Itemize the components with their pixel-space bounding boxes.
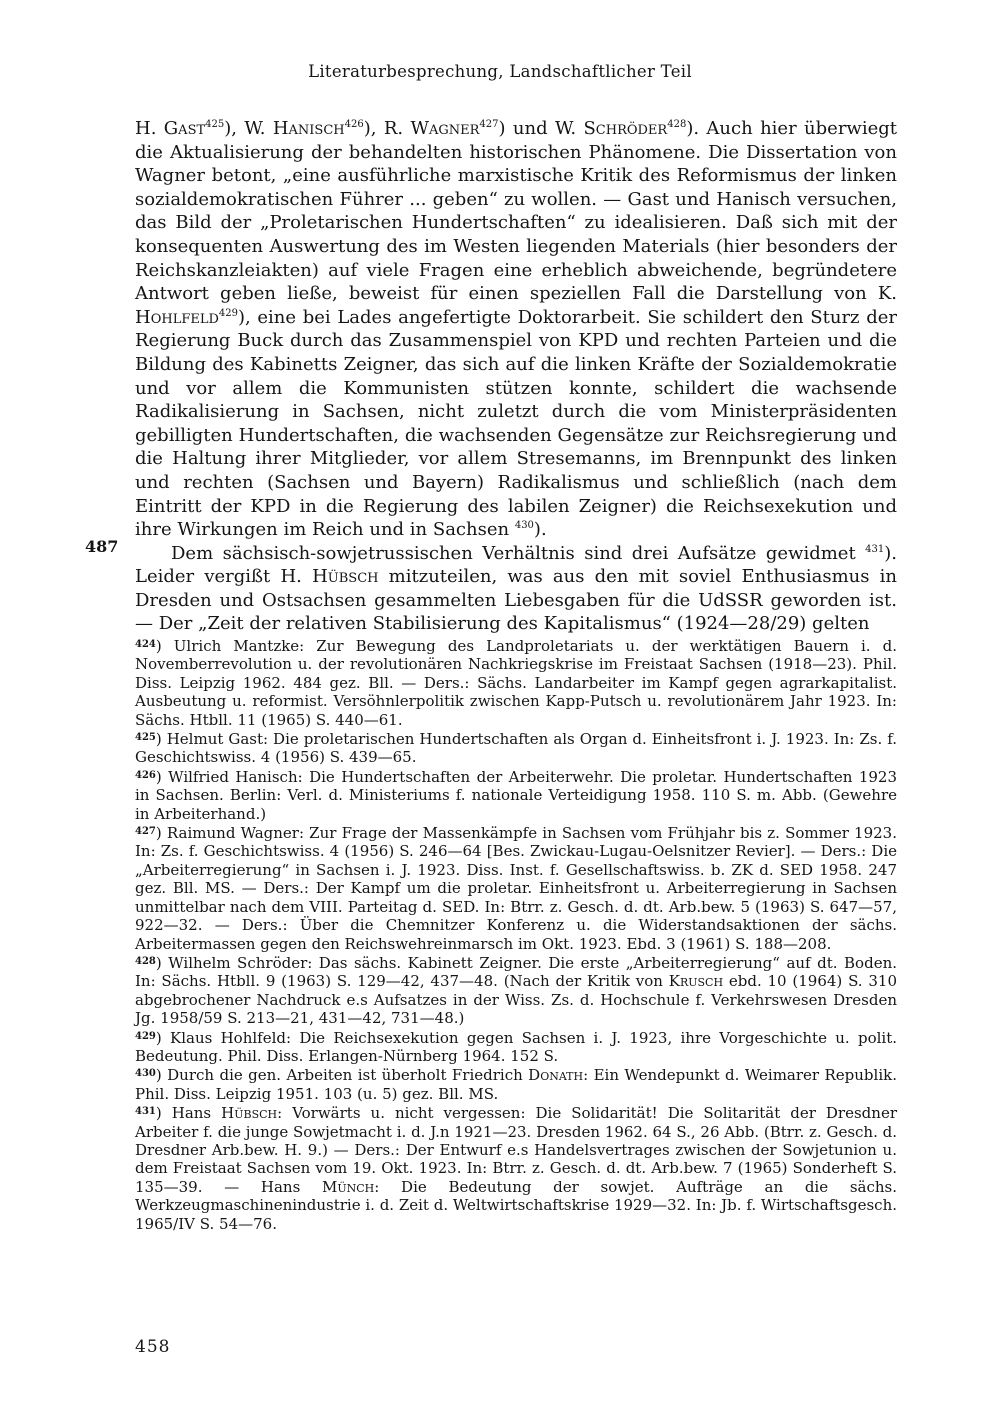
footnote-number: 424	[135, 639, 156, 650]
text-run: ). Leider vergißt H.	[135, 542, 897, 588]
text-run: H.	[135, 118, 164, 139]
author-name: Hübsch	[312, 566, 379, 588]
footnote-text: : Ein Wendepunkt d. Weimarer Republik. Phil. Diss. Leipzig 1951. 103 (u. 5) gez. Bll. MS.	[135, 1066, 897, 1103]
text-run: ).	[533, 519, 547, 541]
footnote	[135, 1028, 897, 1066]
author-name: Hohlfeld	[135, 306, 219, 328]
text-run: ), W.	[224, 118, 273, 139]
footnote-text: ) Hans	[155, 1104, 222, 1123]
margin-paragraph-number: 487	[85, 537, 119, 556]
author-name: Wagner	[410, 118, 480, 139]
text-run: Dem sächsisch-sowjetrussischen Verhältnis sind drei Aufsätze gewidmet	[171, 542, 856, 564]
body-paragraph-1	[135, 117, 897, 636]
footnote-number: 425	[135, 732, 156, 744]
footnote	[135, 953, 897, 1028]
footnote-ref[interactable]: 425	[205, 119, 225, 130]
footnote-ref[interactable]: 429	[218, 307, 238, 319]
footnote-number: 426	[135, 769, 156, 781]
footnote	[135, 823, 897, 953]
footnote-text: ) Klaus Hohlfeld: Die Reichsexekution gegen Sachsen i. J. 1923, ihre Vorgeschichte u. polit. Bedeutung. Phil. Diss. Erlangen-Nürnberg 1964. 152 S.	[135, 1028, 897, 1065]
footnote-text: ) Helmut Gast: Die proletarischen Hundertschaften als Organ d. Einheitsfront i. J. 1923. In: Zs. f. Geschichtswiss. 4 (1956) S. 439—65.	[135, 730, 897, 767]
footnote-number: 429	[135, 1030, 156, 1042]
text-run: ) und W.	[498, 118, 584, 139]
text-run: ), R.	[363, 118, 411, 139]
footnote-text: ) Durch die gen. Arbeiten ist überholt Friedrich	[155, 1066, 529, 1085]
footnote-number: 427	[135, 826, 156, 838]
running-header: Literaturbesprechung, Landschaftlicher Teil	[308, 62, 692, 81]
footnote-text: : Die Bedeutung der sowjet. Aufträge an die sächs. Werkzeugmaschinenindustrie i. d. Zeit d. Weltwirtschaftskrise 1929—32. In: Jb. f. Wirtschaftsgesch. 1965/IV S. 54—76.	[135, 1177, 898, 1233]
author-name: Krusch	[668, 972, 724, 991]
footnote-ref[interactable]: 427	[479, 119, 499, 130]
author-name: Hanisch	[272, 118, 345, 139]
footnote-number: 428	[135, 955, 156, 967]
footnote-number: 430	[135, 1068, 156, 1080]
footnote	[135, 729, 897, 767]
footnotes	[135, 636, 897, 1233]
author-name: Donath	[528, 1066, 584, 1085]
footnote	[135, 1065, 897, 1103]
text-run: mitzuteilen, was aus den mit soviel Enthusiasmus in Dresden und Ostsachsen gesammelten Liebesgaben für die UdSSR geworden ist. — Der „Zeit der relativen Stabilisierung des Kapitalismus“ (1924—28/29) gelten	[135, 566, 897, 635]
footnote	[135, 1103, 897, 1233]
footnote-text: ) Raimund Wagner: Zur Frage der Massenkämpfe in Sachsen vom Frühjahr bis z. Sommer 1923. In: Zs. f. Geschichtswiss. 4 (1956) S. 246—64 [Bes. Zwickau-Lugau-Oelsnitzer Revier]. — Ders.: Die „Arbeiterregierung“ in Sachsen i. J. 1923. Diss. Inst. f. Gesellschaftswiss. b. ZK d. SED 1958. 247 gez. Bll. MS. — Ders.: Der Kampf um die proletar. Einheitsfront u. Arbeiterregierung in Sachsen unmittelbar nach dem VIII. Parteitag d. SED. In: Btrr. z. Gesch. d. dt. Arb.bew. 5 (1963) S. 647—57, 922—32. — Ders.: Über die Chemnitzer Konferenz u. die Widerstandsaktionen der sächs. Arbeitermassen gegen den Reichswehreinmarsch im Okt. 1923. Ebd. 3 (1961) S. 188—208.	[135, 824, 897, 953]
author-name: Gast	[163, 118, 206, 139]
author-name: Schröder	[583, 118, 668, 139]
footnote-ref[interactable]: 430	[514, 520, 534, 532]
author-name: Münch	[322, 1177, 375, 1196]
footnote	[135, 767, 897, 823]
footnote-text: ) Wilhelm Schröder: Das sächs. Kabinett Zeigner. Die erste „Arbeiterregierung“ auf dt. Boden. In: Sächs. Htbll. 9 (1963) S. 129—42, 437—48. (Nach der Kritik von	[135, 953, 897, 991]
text-run: ), eine bei Lades angefertigte Doktorarbeit. Sie schildert den Sturz der Regierung Buck durch das Zusammenspiel von KPD und rechten Parteien und die Bildung des Kabinetts Zeigner, das sich auf die linken Kräfte der Sozialdemokratie und vor allem die Kommunisten stützen konnte, schildert die wachsende Radikalisierung in Sachsen, nicht zuletzt durch die vom Ministerpräsidenten gebilligten Hundertschaften, die wachsenden Gegensätze zur Reichsregierung und die Haltung ihrer Mitglieder, vor allem Stresemanns, im Brennpunkt des linken und rechten (Sachsen und Bayern) Radikalismus und schließlich (nach dem Eintritt der KPD in die Regierung des labilen Zeigner) die Reichsexekution und ihre Wirkungen im Reich und in Sachsen	[135, 306, 897, 541]
footnote-ref[interactable]: 428	[667, 119, 687, 130]
footnote-text: : Vorwärts u. nicht vergessen: Die Solidarität! Die Solitarität der Dresdner Arbeiter f. die junge Sowjetmacht i. d. J.n 1921—23. Dresden 1962. 64 S., 26 Abb. (Btrr. z. Gesch. d. Dresdner Arb.bew. H. 9.) — Ders.: Der Entwurf e.s Handelsvertrages zwischen der Sowjetunion u. dem Freistaat Sachsen vom 19. Okt. 1923. In: Btrr. z. Gesch. d. dt. Arb.bew. 7 (1965) Sonderheft S. 135—39. — Hans	[135, 1104, 897, 1196]
footnote-text: ) Wilfried Hanisch: Die Hundertschaften der Arbeiterwehr. Die proletar. Hundertschaften 1923 in Sachsen. Berlin: Verl. d. Ministeriums f. nationale Verteidigung 1958. 110 S. m. Abb. (Gewehre in Arbeiterhand.)	[135, 767, 897, 823]
page-number: 458	[135, 1337, 171, 1357]
footnote-text: ebd. 10 (1964) S. 310 abgebrochener Nachdruck e.s Aufsatzes in der Wiss. Zs. d. Hochschule f. Verkehrswesen Dresden Jg. 1958/59 S. 213—21, 431—42, 731—48.)	[135, 972, 897, 1028]
text-run: ). Auch hier überwiegt die Aktualisierung der behandelten historischen Phänomene. Die Dissertation von Wagner betont, „eine ausführliche marxistische Kritik des Reformismus der linken sozialdemokratischen Führer ... geben“ zu wollen. — Gast und Hanisch versuchen, das Bild der „Proletarischen Hundertschaften“ zu idealisieren. Daß sich mit der konsequenten Auswertung des im Westen liegenden Materials (hier besonders der Reichskanzleiakten) auf viele Fragen eine erheblich abweichende, begründetere Antwort geben ließe, beweist für einen speziellen Fall die Darstellung von K.	[135, 118, 897, 305]
footnote-ref[interactable]: 426	[344, 119, 364, 130]
footnote-ref[interactable]: 431	[865, 543, 885, 555]
footnote-number: 431	[135, 1106, 156, 1118]
footnote	[135, 636, 897, 729]
footnote-text: ) Ulrich Mantzke: Zur Bewegung des Landproletariats u. der werktätigen Bauern i. d. Novemberrevolution u. der revolutionären Nachkriegskrise im Freistaat Sachsen (1918—23). Phil. Diss. Leipzig 1962. 484 gez. Bll. — Ders.: Sächs. Landarbeiter im Kampf gegen agrarkapitalist. Ausbeutung u. reformist. Versöhnlerpolitik zwischen Kapp-Putsch u. revolutionärem Jahr 1923. In: Sächs. Htbll. 11 (1965) S. 440—61.	[135, 637, 897, 729]
author-name: Hübsch	[221, 1104, 278, 1123]
